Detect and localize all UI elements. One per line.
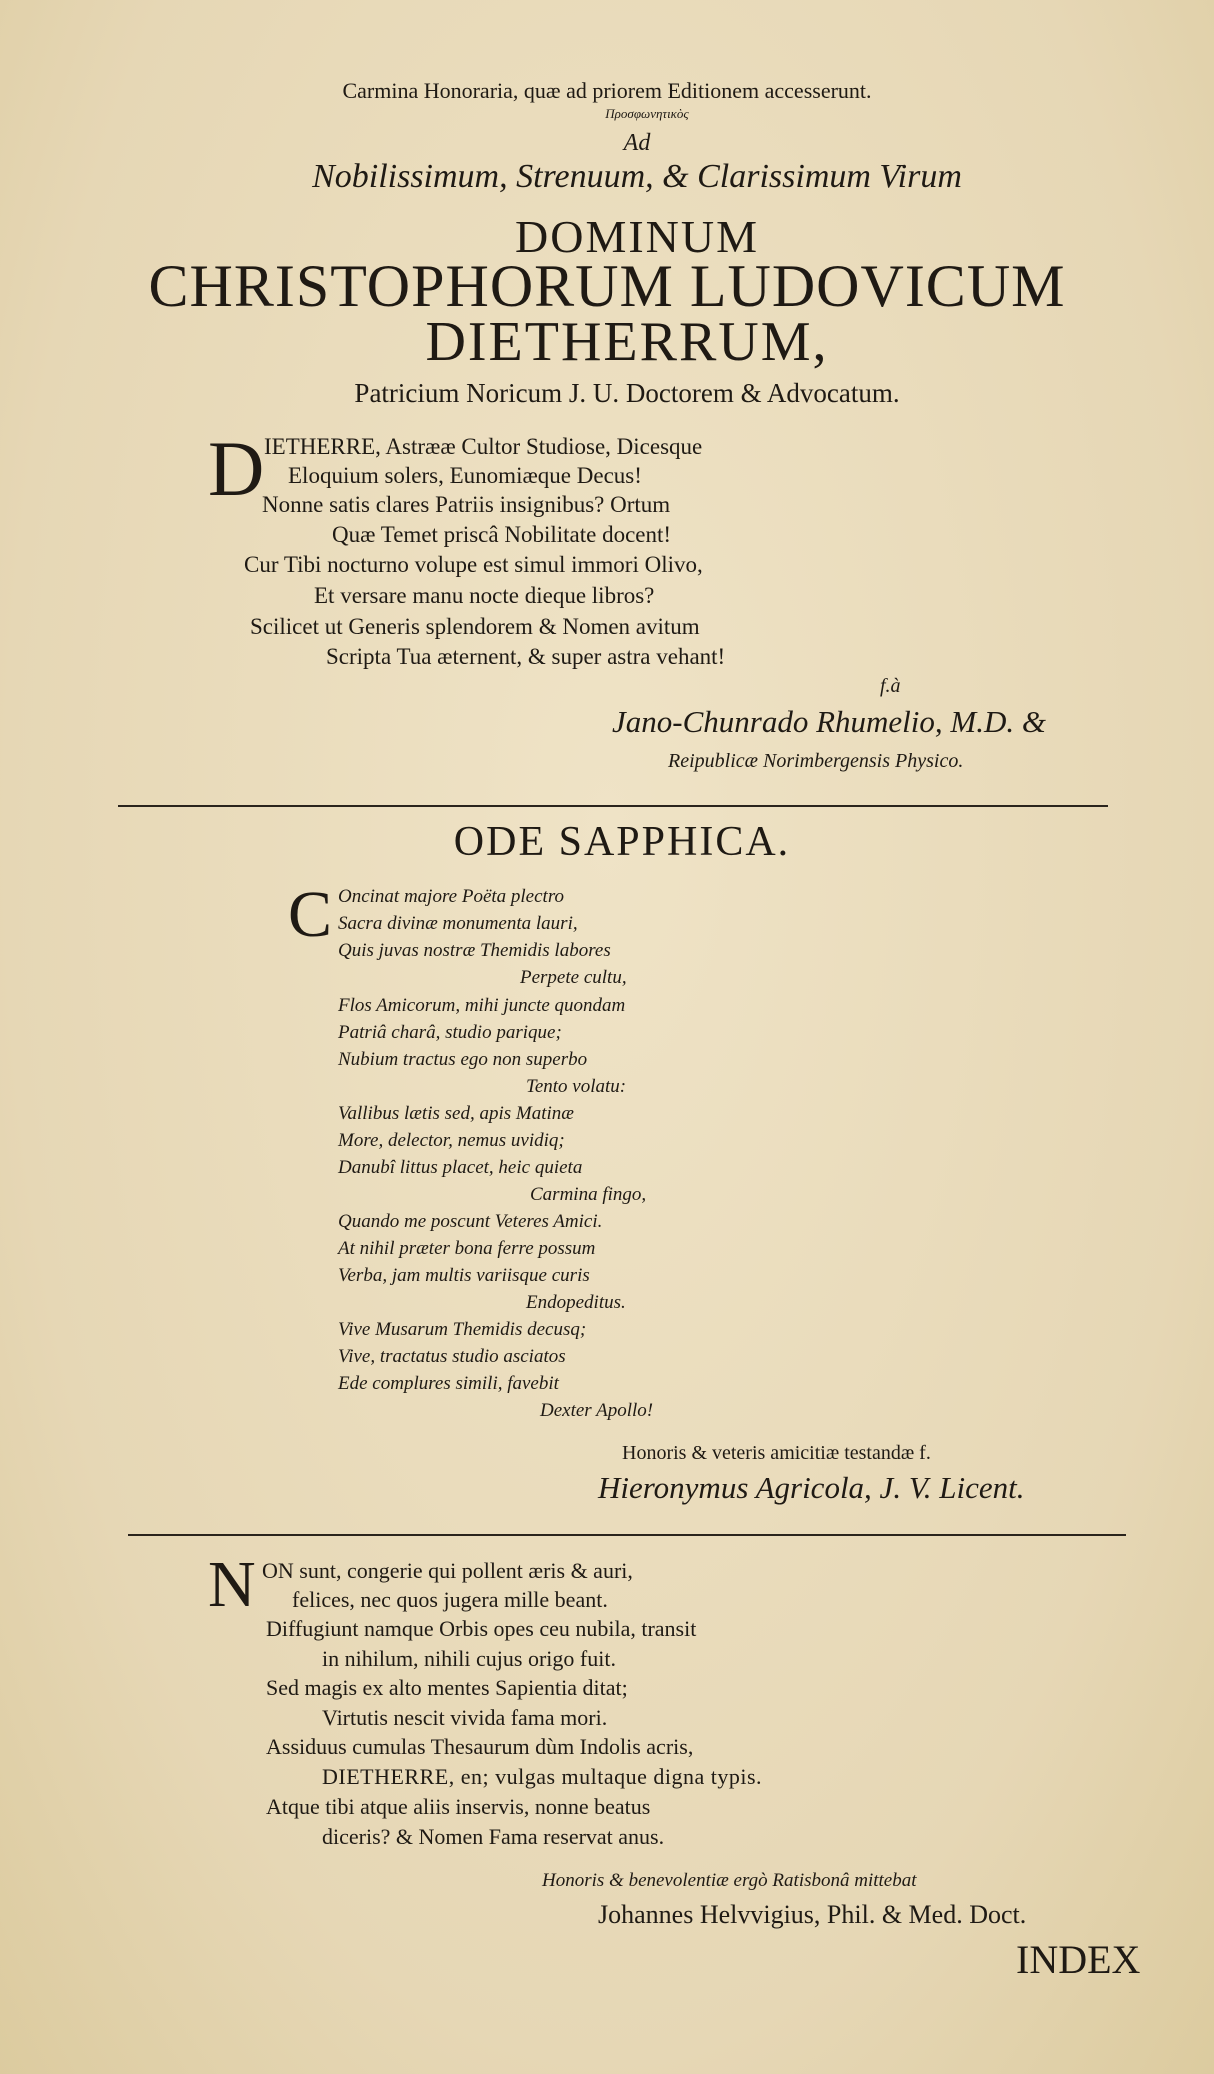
verse-line: Atque tibi atque aliis inservis, nonne beatus [266, 1794, 651, 1819]
verse-line: Nonne satis clares Patriis insignibus? Ortum [262, 492, 671, 517]
verse-line: Dexter Apollo! [540, 1400, 654, 1421]
drop-cap-c: C [288, 878, 333, 951]
verse-line: Vive, tractatus studio asciatos [338, 1346, 566, 1367]
dedicatee: Nobilissimum, Strenuum, & Clarissimum Virum [312, 158, 962, 195]
drop-cap-d: D [208, 425, 265, 512]
fa-label: f.à [880, 675, 901, 697]
verse-line: Eloquium solers, Eunomiæque Decus! [288, 463, 642, 488]
verse-line: Carmina fingo, [530, 1184, 647, 1205]
verse-line: Oncinat majore Poëta plectro [338, 886, 565, 907]
verse-line: IETHERRE, Astrææ Cultor Studiose, Dicesque [264, 434, 703, 459]
verse-line: in nihilum, nihili cujus origo fuit. [322, 1646, 616, 1671]
verse-line: Vive Musarum Themidis decusq; [338, 1319, 587, 1340]
verse-line: Nubium tractus ego non superbo [338, 1049, 588, 1070]
verse-line: At nihil præter bona ferre possum [338, 1238, 596, 1259]
verse-line: Sacra divinæ monumenta lauri, [338, 913, 578, 934]
dominum-heading: DOMINUM [515, 211, 759, 262]
verse-line: Cur Tibi nocturno volupe est simul immori Olivo, [244, 552, 703, 577]
verse-line: Perpete cultu, [520, 967, 627, 988]
author-signature: Jano-Chunrado Rhumelio, M.D. & [612, 704, 1046, 739]
author-subtitle: Reipublicæ Norimbergensis Physico. [668, 750, 964, 772]
ode-signature-note: Honoris & veteris amicitiæ testandæ f. [622, 1442, 931, 1464]
poem3-signature: Johannes Helvvigius, Phil. & Med. Doct. [598, 1900, 1027, 1929]
poem3-signature-note: Honoris & benevolentiæ ergò Ratisbonâ mittebat [542, 1870, 917, 1891]
verse-line: Tento volatu: [526, 1076, 627, 1097]
verse-line: DIETHERRE, en; vulgas multaque digna typis. [322, 1764, 763, 1789]
verse-line: Sed magis ex alto mentes Sapientia ditat; [266, 1675, 628, 1700]
verse-line: Patriâ charâ, studio parique; [338, 1022, 562, 1043]
verse-line: felices, nec quos jugera mille beant. [292, 1587, 608, 1612]
verse-line: Endopeditus. [526, 1292, 626, 1313]
verse-line: Quis juvas nostræ Themidis labores [338, 940, 611, 961]
verse-line: ON sunt, congerie qui pollent æris & auri, [262, 1558, 633, 1583]
verse-line: Quæ Temet priscâ Nobilitate docent! [332, 522, 672, 547]
verse-line: Quando me poscunt Veteres Amici. [338, 1211, 603, 1232]
title-line: Patricium Noricum J. U. Doctorem & Advocatum. [354, 378, 900, 408]
drop-cap-n: N [208, 1548, 256, 1621]
verse-line: More, delector, nemus uvidiq; [338, 1130, 565, 1151]
ode-title: ODE SAPPHICA. [453, 819, 791, 865]
name-line-2: DIETHERRUM, [425, 311, 829, 373]
verse-line: Virtutis nescit vivida fama mori. [322, 1705, 608, 1730]
verse-line: Vallibus lætis sed, apis Matinæ [338, 1103, 574, 1124]
divider-rule [118, 805, 1108, 807]
verse-line: Danubî littus placet, heic quieta [338, 1157, 583, 1178]
greek-label: Προσφωνητικὸς [605, 106, 689, 121]
verse-line: Scripta Tua æternent, & super astra vehant! [326, 644, 726, 669]
name-line-1: CHRISTOPHORUM LUDOVICUM [148, 253, 1066, 319]
catchword: INDEX [1016, 1937, 1141, 1982]
verse-line: Diffugiunt namque Orbis opes ceu nubila, transit [266, 1616, 697, 1641]
ode-signature: Hieronymus Agricola, J. V. Licent. [598, 1470, 1025, 1505]
verse-line: Et versare manu nocte dieque libros? [314, 583, 655, 608]
verse-line: Scilicet ut Generis splendorem & Nomen avitum [250, 614, 700, 639]
ad-label: Ad [623, 130, 651, 156]
verse-line: Flos Amicorum, mihi juncte quondam [338, 995, 626, 1016]
verse-line: diceris? & Nomen Fama reservat anus. [322, 1824, 665, 1849]
verse-line: Verba, jam multis variisque curis [338, 1265, 590, 1286]
header-line: Carmina Honoraria, quæ ad priorem Editionem accesserunt. [342, 78, 872, 103]
verse-line: Ede complures simili, favebit [338, 1373, 559, 1394]
divider-rule [128, 1534, 1126, 1536]
verse-line: Assiduus cumulas Thesaurum dùm Indolis acris, [266, 1734, 694, 1759]
